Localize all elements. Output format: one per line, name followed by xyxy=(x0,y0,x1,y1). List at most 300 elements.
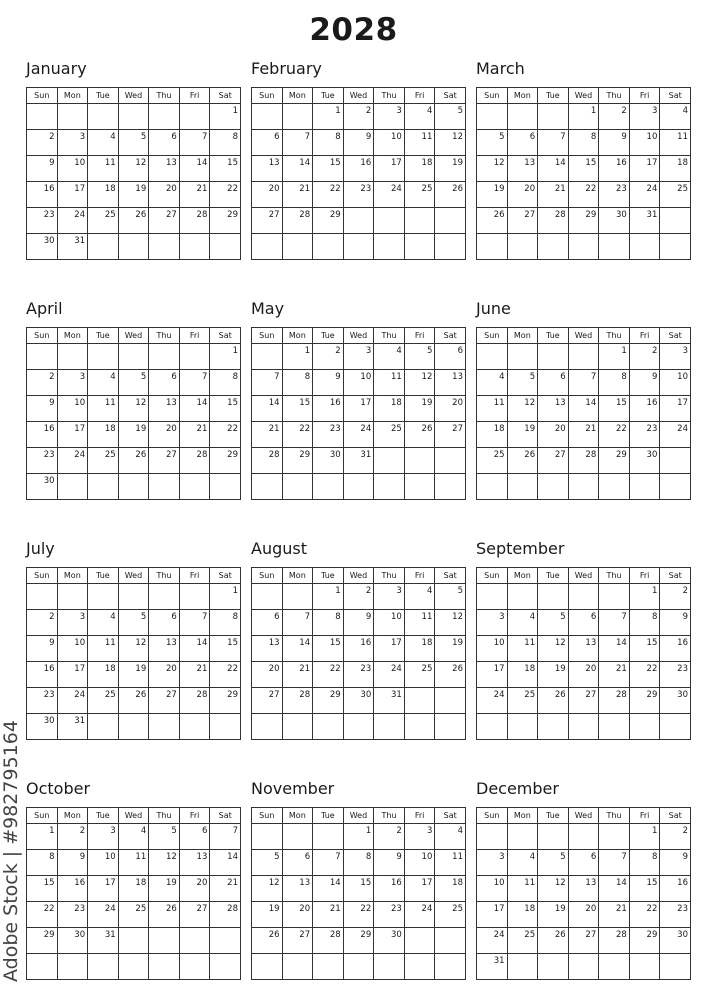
day-cell xyxy=(538,104,569,130)
day-cell: 30 xyxy=(660,688,691,714)
day-cell: 26 xyxy=(435,662,466,688)
day-cell xyxy=(88,474,119,500)
day-cell: 2 xyxy=(343,584,374,610)
day-cell: 4 xyxy=(404,104,435,130)
weekday-header: Tue xyxy=(538,568,569,584)
week-row xyxy=(477,344,691,370)
day-cell xyxy=(374,954,405,980)
day-cell xyxy=(629,714,660,740)
day-cell: 24 xyxy=(88,902,119,928)
day-cell xyxy=(568,714,599,740)
day-cell: 19 xyxy=(538,902,569,928)
day-cell xyxy=(343,234,374,260)
day-cell: 18 xyxy=(660,156,691,182)
day-cell: 2 xyxy=(27,610,58,636)
day-cell: 3 xyxy=(57,370,88,396)
day-cell: 17 xyxy=(660,396,691,422)
day-cell: 14 xyxy=(179,396,210,422)
day-cell xyxy=(313,824,344,850)
day-cell: 6 xyxy=(179,824,210,850)
day-cell: 4 xyxy=(660,104,691,130)
day-cell: 3 xyxy=(477,610,508,636)
month-name: April xyxy=(26,299,63,318)
day-cell: 13 xyxy=(435,370,466,396)
day-cell xyxy=(568,824,599,850)
day-cell: 21 xyxy=(179,422,210,448)
week-row xyxy=(252,208,466,234)
month-name: October xyxy=(26,779,91,798)
day-cell: 21 xyxy=(252,422,283,448)
day-cell: 10 xyxy=(343,370,374,396)
week-row xyxy=(252,928,466,954)
day-cell: 26 xyxy=(252,928,283,954)
day-cell: 8 xyxy=(629,610,660,636)
day-cell: 7 xyxy=(179,130,210,156)
day-cell: 12 xyxy=(538,876,569,902)
week-row xyxy=(252,714,466,740)
day-cell xyxy=(57,104,88,130)
day-cell: 17 xyxy=(57,422,88,448)
day-cell: 16 xyxy=(343,636,374,662)
day-cell: 22 xyxy=(210,662,241,688)
weekday-header: Tue xyxy=(538,328,569,344)
weekday-header: Sun xyxy=(27,808,58,824)
day-cell xyxy=(599,474,630,500)
day-cell xyxy=(538,234,569,260)
day-cell: 10 xyxy=(57,636,88,662)
week-row xyxy=(477,688,691,714)
day-cell: 10 xyxy=(477,636,508,662)
weekday-header: Tue xyxy=(88,328,119,344)
day-cell xyxy=(149,104,180,130)
day-cell: 6 xyxy=(252,130,283,156)
day-cell: 23 xyxy=(27,208,58,234)
month-november xyxy=(251,779,466,980)
day-cell: 1 xyxy=(629,584,660,610)
day-cell: 14 xyxy=(210,850,241,876)
day-cell xyxy=(27,344,58,370)
day-cell: 21 xyxy=(538,182,569,208)
week-row xyxy=(27,876,241,902)
week-row xyxy=(252,636,466,662)
weekday-header: Sun xyxy=(477,328,508,344)
day-cell: 16 xyxy=(57,876,88,902)
day-cell: 3 xyxy=(660,344,691,370)
day-cell: 10 xyxy=(374,130,405,156)
weekday-header: Sat xyxy=(210,808,241,824)
day-cell xyxy=(88,344,119,370)
month-name: August xyxy=(251,539,307,558)
day-cell: 22 xyxy=(282,422,313,448)
day-cell: 11 xyxy=(118,850,149,876)
day-cell xyxy=(282,824,313,850)
weekday-header: Wed xyxy=(118,808,149,824)
day-cell xyxy=(538,344,569,370)
weekday-header: Thu xyxy=(149,88,180,104)
day-cell: 23 xyxy=(343,182,374,208)
day-cell: 7 xyxy=(538,130,569,156)
day-cell: 25 xyxy=(118,902,149,928)
weekday-header: Sun xyxy=(252,568,283,584)
week-row xyxy=(477,850,691,876)
day-cell: 15 xyxy=(210,156,241,182)
week-row xyxy=(252,662,466,688)
week-row xyxy=(477,584,691,610)
day-cell: 17 xyxy=(477,902,508,928)
day-cell xyxy=(660,234,691,260)
day-cell: 5 xyxy=(477,130,508,156)
day-cell: 1 xyxy=(343,824,374,850)
day-cell: 31 xyxy=(57,234,88,260)
day-cell xyxy=(660,714,691,740)
day-cell: 20 xyxy=(252,182,283,208)
day-cell: 1 xyxy=(313,104,344,130)
week-row xyxy=(477,396,691,422)
day-cell xyxy=(149,344,180,370)
day-cell: 31 xyxy=(629,208,660,234)
weekday-header: Mon xyxy=(507,88,538,104)
day-cell xyxy=(313,234,344,260)
day-cell: 13 xyxy=(282,876,313,902)
day-cell xyxy=(660,208,691,234)
week-row xyxy=(27,850,241,876)
day-cell: 24 xyxy=(629,182,660,208)
day-cell xyxy=(27,954,58,980)
week-row xyxy=(27,208,241,234)
weekday-header: Mon xyxy=(282,328,313,344)
weekday-header: Tue xyxy=(88,88,119,104)
month-october xyxy=(26,779,241,980)
day-cell: 23 xyxy=(57,902,88,928)
weekday-header: Sat xyxy=(435,328,466,344)
day-cell: 15 xyxy=(313,156,344,182)
weekday-header: Wed xyxy=(343,328,374,344)
day-cell: 26 xyxy=(477,208,508,234)
day-cell: 29 xyxy=(27,928,58,954)
day-cell: 28 xyxy=(538,208,569,234)
weekday-header: Mon xyxy=(57,88,88,104)
day-cell: 21 xyxy=(179,662,210,688)
day-cell: 28 xyxy=(282,208,313,234)
day-cell: 4 xyxy=(374,344,405,370)
week-row xyxy=(27,474,241,500)
day-cell: 26 xyxy=(118,208,149,234)
day-cell: 3 xyxy=(343,344,374,370)
day-cell: 24 xyxy=(477,688,508,714)
day-cell: 14 xyxy=(313,876,344,902)
day-cell: 26 xyxy=(149,902,180,928)
month-name: July xyxy=(26,539,55,558)
day-cell: 20 xyxy=(149,662,180,688)
day-cell xyxy=(252,954,283,980)
day-cell: 11 xyxy=(507,876,538,902)
day-cell: 17 xyxy=(57,662,88,688)
day-cell xyxy=(477,714,508,740)
day-cell xyxy=(343,954,374,980)
day-cell xyxy=(568,344,599,370)
day-cell: 5 xyxy=(507,370,538,396)
day-cell xyxy=(404,448,435,474)
day-cell: 2 xyxy=(27,370,58,396)
weekday-header: Wed xyxy=(568,328,599,344)
day-cell xyxy=(149,474,180,500)
day-cell xyxy=(88,104,119,130)
week-row xyxy=(477,610,691,636)
day-cell: 9 xyxy=(660,850,691,876)
day-cell: 18 xyxy=(88,662,119,688)
day-cell: 25 xyxy=(507,928,538,954)
day-cell: 1 xyxy=(568,104,599,130)
day-cell: 30 xyxy=(629,448,660,474)
day-cell: 25 xyxy=(435,902,466,928)
day-cell: 13 xyxy=(179,850,210,876)
month-name: February xyxy=(251,59,322,78)
day-cell: 7 xyxy=(252,370,283,396)
day-cell: 24 xyxy=(374,662,405,688)
day-cell: 29 xyxy=(343,928,374,954)
day-cell: 13 xyxy=(252,636,283,662)
day-cell: 14 xyxy=(179,636,210,662)
day-cell: 13 xyxy=(252,156,283,182)
day-cell xyxy=(507,234,538,260)
day-cell: 20 xyxy=(149,422,180,448)
day-cell: 18 xyxy=(404,156,435,182)
day-cell: 12 xyxy=(118,636,149,662)
day-cell: 11 xyxy=(88,636,119,662)
day-cell: 26 xyxy=(118,688,149,714)
day-cell xyxy=(568,474,599,500)
day-cell: 17 xyxy=(404,876,435,902)
day-cell: 16 xyxy=(660,636,691,662)
weekday-header: Fri xyxy=(404,328,435,344)
month-january xyxy=(26,59,241,260)
day-cell: 9 xyxy=(660,610,691,636)
day-cell: 29 xyxy=(210,448,241,474)
week-row xyxy=(27,182,241,208)
day-cell: 22 xyxy=(210,182,241,208)
day-cell: 4 xyxy=(404,584,435,610)
day-cell xyxy=(435,688,466,714)
day-cell xyxy=(477,104,508,130)
day-cell: 7 xyxy=(282,610,313,636)
day-cell: 27 xyxy=(568,688,599,714)
day-cell: 1 xyxy=(313,584,344,610)
day-cell: 22 xyxy=(210,422,241,448)
weekday-header: Wed xyxy=(118,568,149,584)
day-cell: 8 xyxy=(629,850,660,876)
day-cell xyxy=(27,104,58,130)
day-cell xyxy=(404,474,435,500)
day-cell: 6 xyxy=(435,344,466,370)
day-cell: 29 xyxy=(629,928,660,954)
weekday-header: Thu xyxy=(599,568,630,584)
day-cell xyxy=(435,714,466,740)
day-cell: 8 xyxy=(210,130,241,156)
day-cell: 29 xyxy=(599,448,630,474)
day-cell xyxy=(210,234,241,260)
day-cell: 30 xyxy=(374,928,405,954)
day-cell: 27 xyxy=(252,208,283,234)
weekday-header: Mon xyxy=(57,328,88,344)
day-cell: 21 xyxy=(313,902,344,928)
weekday-header: Fri xyxy=(629,88,660,104)
day-cell: 11 xyxy=(404,610,435,636)
day-cell: 20 xyxy=(252,662,283,688)
day-cell: 5 xyxy=(252,850,283,876)
day-cell: 8 xyxy=(282,370,313,396)
day-cell: 2 xyxy=(27,130,58,156)
week-row xyxy=(477,156,691,182)
weekday-header: Tue xyxy=(538,88,569,104)
day-cell xyxy=(210,474,241,500)
weekday-header: Fri xyxy=(179,568,210,584)
day-cell xyxy=(149,928,180,954)
month-december xyxy=(476,779,691,980)
day-cell: 22 xyxy=(629,902,660,928)
day-cell: 14 xyxy=(252,396,283,422)
weekday-header: Tue xyxy=(313,568,344,584)
day-cell: 13 xyxy=(538,396,569,422)
day-cell: 10 xyxy=(477,876,508,902)
day-cell xyxy=(477,234,508,260)
day-cell: 27 xyxy=(538,448,569,474)
week-row xyxy=(477,636,691,662)
day-cell xyxy=(343,474,374,500)
day-cell: 8 xyxy=(210,610,241,636)
day-cell: 24 xyxy=(57,688,88,714)
week-row xyxy=(477,928,691,954)
day-cell: 3 xyxy=(57,130,88,156)
day-cell: 18 xyxy=(507,902,538,928)
day-cell: 24 xyxy=(57,208,88,234)
day-cell: 27 xyxy=(179,902,210,928)
day-cell xyxy=(282,104,313,130)
week-row xyxy=(477,474,691,500)
day-cell: 11 xyxy=(88,396,119,422)
day-cell xyxy=(118,954,149,980)
day-cell xyxy=(374,208,405,234)
day-cell xyxy=(599,824,630,850)
weekday-header: Thu xyxy=(374,328,405,344)
day-cell: 28 xyxy=(179,208,210,234)
day-cell: 12 xyxy=(118,396,149,422)
week-row xyxy=(252,234,466,260)
day-cell xyxy=(343,714,374,740)
day-cell: 2 xyxy=(660,584,691,610)
day-cell: 17 xyxy=(374,636,405,662)
day-cell: 18 xyxy=(404,636,435,662)
day-cell xyxy=(435,474,466,500)
day-cell: 10 xyxy=(57,396,88,422)
day-cell: 12 xyxy=(477,156,508,182)
day-cell: 3 xyxy=(374,104,405,130)
week-row xyxy=(252,182,466,208)
day-cell: 18 xyxy=(88,182,119,208)
day-cell: 8 xyxy=(27,850,58,876)
weekday-header: Sat xyxy=(210,568,241,584)
day-cell: 12 xyxy=(435,610,466,636)
day-cell: 2 xyxy=(343,104,374,130)
week-row xyxy=(477,422,691,448)
day-cell: 16 xyxy=(27,422,58,448)
week-row xyxy=(477,234,691,260)
day-cell: 12 xyxy=(538,636,569,662)
week-row xyxy=(252,370,466,396)
calendar-year-title: 2028 xyxy=(309,12,398,48)
day-cell: 3 xyxy=(374,584,405,610)
day-cell: 22 xyxy=(343,902,374,928)
day-cell: 23 xyxy=(629,422,660,448)
day-cell xyxy=(477,824,508,850)
day-cell: 12 xyxy=(404,370,435,396)
day-cell: 13 xyxy=(149,156,180,182)
week-row xyxy=(477,902,691,928)
day-cell: 26 xyxy=(507,448,538,474)
day-cell: 16 xyxy=(343,156,374,182)
day-cell: 28 xyxy=(599,688,630,714)
day-cell: 19 xyxy=(507,422,538,448)
day-cell: 3 xyxy=(88,824,119,850)
weekday-header: Wed xyxy=(568,808,599,824)
day-cell: 4 xyxy=(118,824,149,850)
day-cell: 29 xyxy=(313,688,344,714)
day-cell: 20 xyxy=(568,902,599,928)
day-cell: 25 xyxy=(404,182,435,208)
day-cell: 4 xyxy=(507,850,538,876)
day-cell: 30 xyxy=(313,448,344,474)
weekday-header: Thu xyxy=(149,568,180,584)
day-cell: 29 xyxy=(210,688,241,714)
day-cell: 30 xyxy=(599,208,630,234)
day-cell: 9 xyxy=(57,850,88,876)
weekday-header: Sat xyxy=(660,88,691,104)
day-cell xyxy=(538,824,569,850)
weekday-header: Sun xyxy=(477,88,508,104)
day-cell xyxy=(179,344,210,370)
weekday-header: Tue xyxy=(313,328,344,344)
day-cell: 11 xyxy=(374,370,405,396)
day-cell: 5 xyxy=(538,610,569,636)
day-cell: 11 xyxy=(507,636,538,662)
day-cell: 5 xyxy=(538,850,569,876)
day-cell: 30 xyxy=(27,234,58,260)
month-september xyxy=(476,539,691,740)
day-cell: 15 xyxy=(629,636,660,662)
day-cell: 25 xyxy=(88,208,119,234)
day-cell: 4 xyxy=(88,370,119,396)
day-cell: 13 xyxy=(149,396,180,422)
day-cell xyxy=(57,344,88,370)
month-name: March xyxy=(476,59,525,78)
week-row xyxy=(252,104,466,130)
day-cell: 18 xyxy=(118,876,149,902)
day-cell: 19 xyxy=(435,636,466,662)
day-cell xyxy=(568,234,599,260)
day-cell: 6 xyxy=(252,610,283,636)
day-cell: 19 xyxy=(435,156,466,182)
day-cell: 2 xyxy=(313,344,344,370)
day-cell: 7 xyxy=(599,850,630,876)
day-cell xyxy=(282,954,313,980)
day-cell: 6 xyxy=(568,850,599,876)
month-name: January xyxy=(26,59,87,78)
day-cell: 14 xyxy=(568,396,599,422)
day-cell: 31 xyxy=(477,954,508,980)
day-cell: 22 xyxy=(568,182,599,208)
day-cell: 13 xyxy=(568,876,599,902)
day-cell: 11 xyxy=(435,850,466,876)
day-cell xyxy=(507,954,538,980)
